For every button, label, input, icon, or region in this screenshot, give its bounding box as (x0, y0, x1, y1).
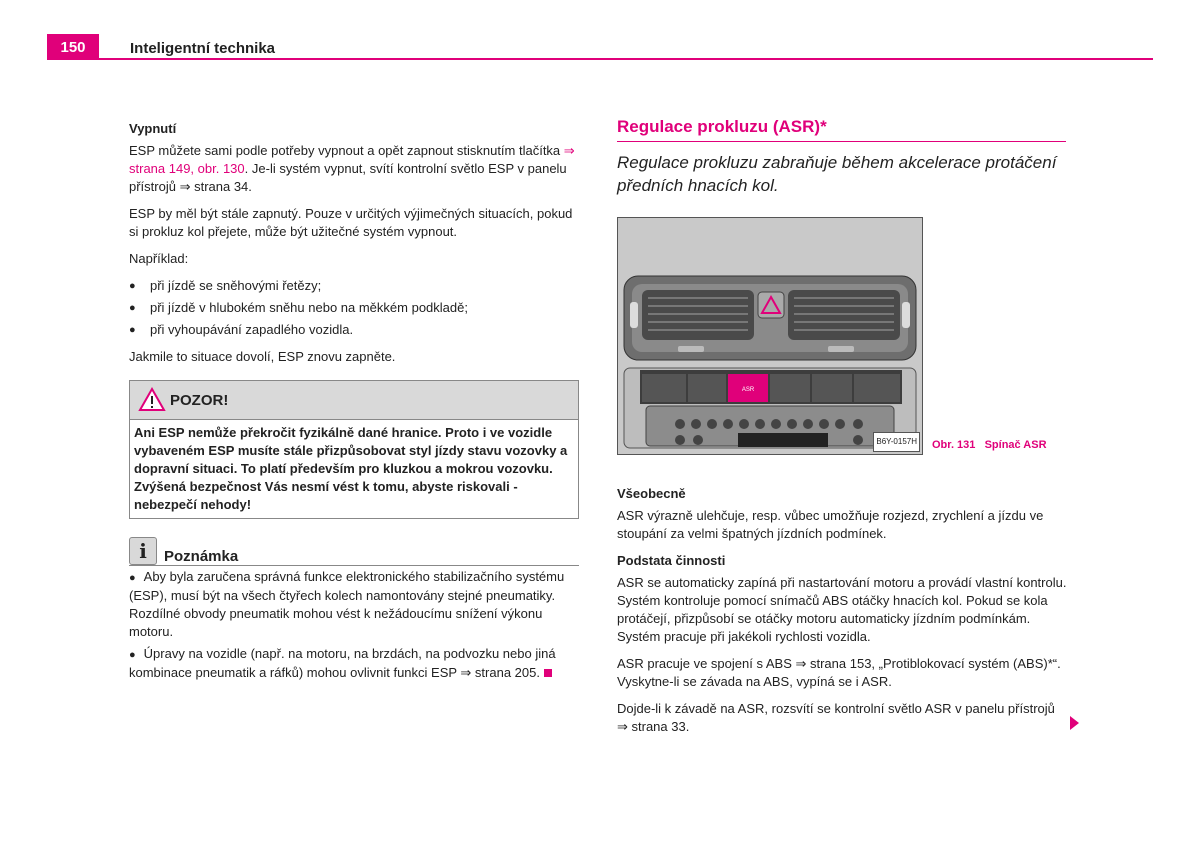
vypnuti-heading: Vypnutí (129, 121, 177, 136)
vseobecne-text: ASR výrazně ulehčuje, resp. vůbec umožňuje rozjezd, zrychlení a jízdu ve stoupání za velmi špatných jízdních podmínek. (617, 508, 1044, 541)
warning-header (130, 381, 578, 420)
warning-box (129, 380, 579, 519)
note-header (129, 537, 579, 565)
podstata-paragraph-2: ASR pracuje ve spojení s ABS ⇒ strana 153, „Protiblokovací systém (ABS)*“. Vyskytne-li se závada na ABS, vypíná se i ASR. (617, 656, 1061, 689)
header-rule (47, 58, 1153, 60)
asr-button-label: ASR (741, 387, 755, 393)
vseobecne-heading: Všeobecně (617, 486, 686, 501)
next-page-arrow-icon[interactable] (1070, 716, 1079, 730)
spacer (617, 455, 1067, 485)
caption-text: Spínač ASR (984, 439, 1047, 451)
warning-text: Ani ESP nemůže překročit fyzikálně dané hranice. Proto i ve vozidle vybaveném ESP musíte stále přizpůsobovat styl jízdy stavu vozovky a dopravní situaci. To platí především pro kluzkou a mokrou vozovku. Zvýšená bezpečnost Vás nesmí vést k tomu, abyste riskovali - nebezpečí nehody! (134, 425, 568, 512)
podstata-paragraph-1: ASR se automaticky zapíná při nastartování motoru a provádí vlastní kontrolu. Systém kontroluje pomocí snímačů ABS otáčky hnacích kol. Pokud se kola protáčejí, přizpůsobí se otáčky motoru automaticky jízdním podmínkám. Systém pracuje při jakékoli rychlosti vozidla. (617, 575, 1067, 644)
note-box (129, 537, 579, 682)
figure-caption (932, 439, 1047, 451)
text-span: Úpravy na vozidle (např. na motoru, na brzdách, na podvozku nebo jiná kombinace pneumatik a ráfků) mohou ovlivnit funkci ESP ⇒ strana 205. (129, 646, 556, 680)
vypnuti-paragraph (129, 142, 579, 196)
podstata-paragraph-3: Dojde-li k závadě na ASR, rozsvítí se kontrolní světlo ASR v panelu přístrojů ⇒ strana 33. (617, 701, 1055, 734)
page-number: 150 (47, 34, 99, 60)
text-span: . Je-li systém vypnut, svítí kontrolní světlo ESP v panelu přístrojů ⇒ strana 34. (129, 161, 567, 194)
bullet-icon: ● (129, 649, 136, 661)
warning-title: POZOR! (170, 392, 229, 409)
caption-number: Obr. 131 (932, 439, 976, 451)
esp-paragraph: ESP by měl být stále zapnutý. Pouze v určitých výjimečných situacích, pokud si prokluz kol přejete, může být užitečné systém vypnout. (129, 206, 573, 239)
right-column (617, 118, 1067, 745)
warning-triangle-icon (138, 387, 166, 412)
section-title: Regulace prokluzu (ASR)* (617, 117, 827, 136)
esp-reenable-paragraph: Jakmile to situace dovolí, ESP znovu zapněte. (129, 349, 396, 364)
section-rule (617, 141, 1066, 142)
list-item: ● při vyhoupávání zapadlého vozidla. (129, 321, 579, 339)
note-item (129, 645, 579, 682)
figure-code: B6Y-0157H (873, 432, 920, 452)
bullet-list (129, 277, 579, 339)
note-title: Poznámka (164, 548, 239, 565)
text-span: Aby byla zaručena správná funkce elektronického stabilizačního systému (ESP), musí být na všech čtyřech kolech namontovány stejné pneumatiky. Rozdílné obvody pneumatik mohou vést k nežádoucímu snížení výkonu motoru. (129, 569, 565, 639)
lead-text: Regulace prokluzu zabraňuje během akcelerace protáčení předních hnacích kol. (617, 153, 1057, 195)
dashboard-figure (617, 217, 923, 455)
note-item (129, 568, 579, 641)
list-item: ● při jízdě v hlubokém sněhu nebo na měkkém podkladě; (129, 299, 579, 317)
dashboard-illustration (618, 218, 922, 454)
list-item: ● při jízdě se sněhovými řetězy; (129, 277, 579, 295)
page-header (47, 34, 1153, 60)
example-intro: Například: (129, 251, 189, 266)
podstata-heading: Podstata činnosti (617, 553, 726, 568)
text-span: ESP můžete sami podle potřeby vypnout a opět zapnout stisknutím tlačítka (129, 143, 564, 158)
info-icon: i (129, 537, 157, 565)
end-square-icon (544, 669, 552, 677)
chapter-title: Inteligentní technika (130, 40, 276, 57)
cross-ref-link[interactable]: ⇒ strana 149, obr. 130 (129, 143, 575, 176)
left-column (129, 120, 579, 686)
bullet-icon: ● (129, 572, 136, 584)
note-body (129, 568, 579, 682)
